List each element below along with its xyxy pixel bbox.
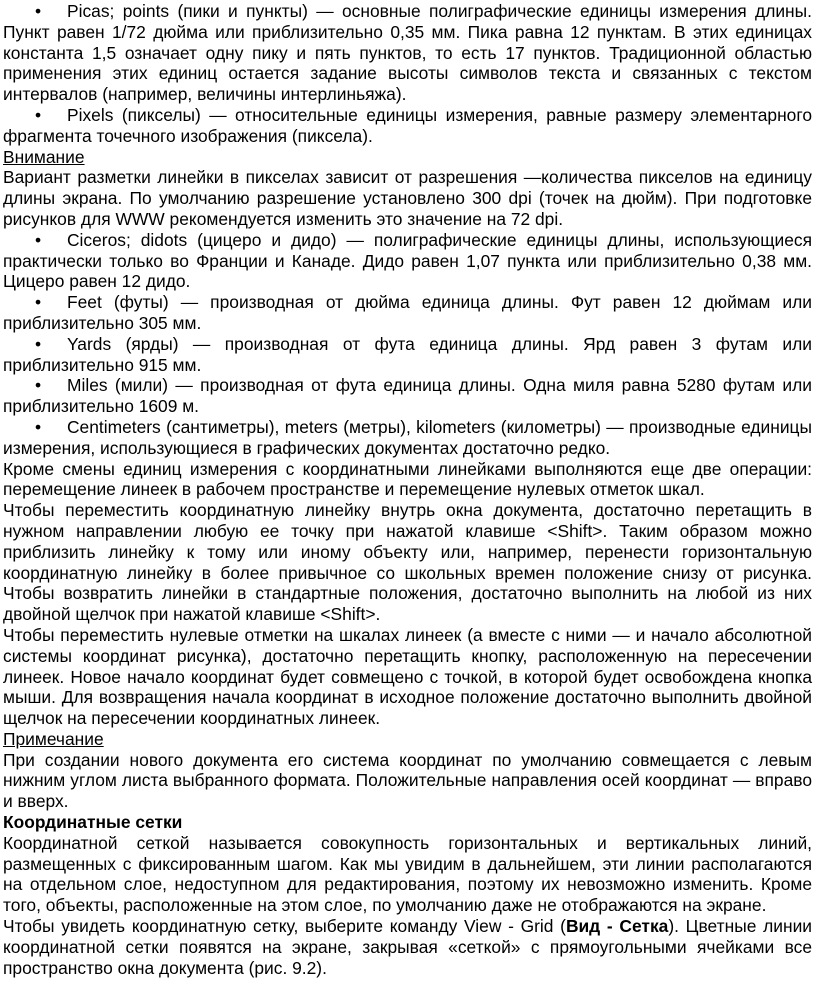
- list-item-picas: • Picas; points (пики и пункты) — основные полиграфические единицы измерения длины. Пункт равен 1/72 дюйма или приблизительно 0,35 мм. Пика равна 12 пунктам. В этих единицах константа 1,5 означает одну пику и пять пунктов, то есть 17 пунктов. Традиционной областью применения этих единиц остается задание высоты символов текста и связанных с текстом интервалов (например, величины интерлиньяжа).: [3, 1, 812, 105]
- paragraph-show-grid: [3, 916, 812, 978]
- paragraph-ruler-operations: Кроме смены единиц измерения с координатными линейками выполняются еще две операции: перемещение линеек в рабочем пространстве и перемещение нулевых отметок шкал.: [3, 458, 812, 500]
- list-item-miles: • Miles (мили) — производная от фута единица длины. Одна миля равна 5280 футам или приблизительно 1609 м.: [3, 375, 812, 417]
- list-item-text: Pixels (пикселы) — относительные единицы измерения, равные размеру элементарного фрагмента точечного изображения (пиксела).: [3, 104, 812, 146]
- list-item-text: Ciceros; didots (цицеро и дидо) — полиграфические единицы длины, использующиеся практически только во Франции и Канаде. Дидо равен 1,07 пункта или приблизительно 0,38 мм. Цицеро равен 12 дидо.: [3, 229, 812, 292]
- text-segment: ). Цветные линии координатной сетки появятся на экране, закрывая «сеткой» с прямоугольными ячейками все пространство окна документа (рис. 9.2).: [3, 916, 812, 978]
- list-item-text: Centimeters (сантиметры), meters (метры), kilometers (километры) — производные единицы измерения, использующиеся в графических документах достаточно редко.: [3, 416, 812, 458]
- text-segment: Чтобы увидеть координатную сетку, выберите команду View - Grid (: [3, 916, 566, 937]
- menu-command-bold: Вид - Сетка: [565, 916, 669, 937]
- list-item-text: Yards (ярды) — производная от фута единица длины. Ярд равен 3 футам или приблизительно 915 мм.: [3, 333, 812, 375]
- list-item-yards: • Yards (ярды) — производная от фута единица длины. Ярд равен 3 футам или приблизительно 915 мм.: [3, 333, 812, 375]
- paragraph-coordinate-origin: При создании нового документа его система координат по умолчанию совмещается с левым нижним углом листа выбранного формата. Положительные направления осей координат — вправо и вверх.: [3, 749, 812, 812]
- list-item-text: Picas; points (пики и пункты) — основные полиграфические единицы измерения длины. Пункт равен 1/72 дюйма или приблизительно 0,35 мм. Пика равна 12 пунктам. В этих единицах константа 1,5 означает одну пику и пять пунктов, то есть 17 пунктов. Традиционной областью применения этих единиц остается задание высоты символов текста и связанных с текстом интервалов (например, величины интерлиньяжа).: [3, 1, 812, 105]
- list-item-text: Miles (мили) — производная от фута единица длины. Одна миля равна 5280 футам или приблизительно 1609 м.: [3, 375, 812, 417]
- list-item-text: Feet (футы) — производная от дюйма единица длины. Фут равен 12 дюймам или приблизительно 305 мм.: [3, 292, 812, 333]
- paragraph-ruler-resolution: Вариант разметки линейки в пикселах зависит от разрешения —количества пикселов на единицу длины экрана. По умолчанию разрешение установлено 300 dpi (точек на дюйм). При подготовке рисунков для WWW рекомендуется изменить это значение на 72 dpi.: [3, 167, 812, 229]
- paragraph-grid-definition: Координатной сеткой называется совокупность горизонтальных и вертикальных линий, размещенных с фиксированным шагом. Как мы увидим в дальнейшем, эти линии располагаются на отдельном слое, недоступном для редактирования, поэтому их невозможно изменить. Кроме того, объекты, расположенные на этом слое, по умолчанию даже не отображаются на экране.: [3, 832, 812, 916]
- list-item-pixels: • Pixels (пикселы) — относительные единицы измерения, равные размеру элементарного фрагмента точечного изображения (пиксела).: [3, 104, 812, 146]
- note-label-remark: Примечание: [3, 728, 104, 749]
- list-item-ciceros: • Ciceros; didots (цицеро и дидо) — полиграфические единицы длины, использующиеся практически только во Франции и Канаде. Дидо равен 1,07 пункта или приблизительно 0,38 мм. Цицеро равен 12 дидо.: [3, 229, 812, 292]
- paragraph-move-zero: Чтобы переместить нулевые отметки на шкалах линеек (а вместе с ними — и начало абсолютной системы координат рисунка), достаточно перетащить кнопку, расположенную на пересечении линеек. Новое начало координат будет совмещено с точкой, в которой будет освобождена кнопка мыши. Для возвращения начала координат в исходное положение достаточно выполнить двойной щелчок на пересечении координатных линеек.: [3, 624, 812, 729]
- list-item-feet: • Feet (футы) — производная от дюйма единица длины. Фут равен 12 дюймам или приблизительно 305 мм.: [3, 292, 812, 333]
- paragraph-move-ruler: Чтобы переместить координатную линейку внутрь окна документа, достаточно перетащить в нужном направлении любую ее точку при нажатой клавише <Shift>. Таким образом можно приблизить линейку к тому или иному объекту или, например, перенести горизонтальную координатную линейку в более привычное со школьных времен положение снизу от рисунка. Чтобы возвратить линейки в стандартные положения, достаточно выполнить на любой из них двойной щелчок при нажатой клавише <Shift>.: [3, 500, 812, 625]
- list-item-centimeters: • Centimeters (сантиметры), meters (метры), kilometers (километры) — производные единицы измерения, использующиеся в графических документах достаточно редко.: [3, 416, 812, 458]
- note-label-attention: Внимание: [3, 146, 85, 167]
- section-heading: Координатные сетки: [3, 812, 183, 833]
